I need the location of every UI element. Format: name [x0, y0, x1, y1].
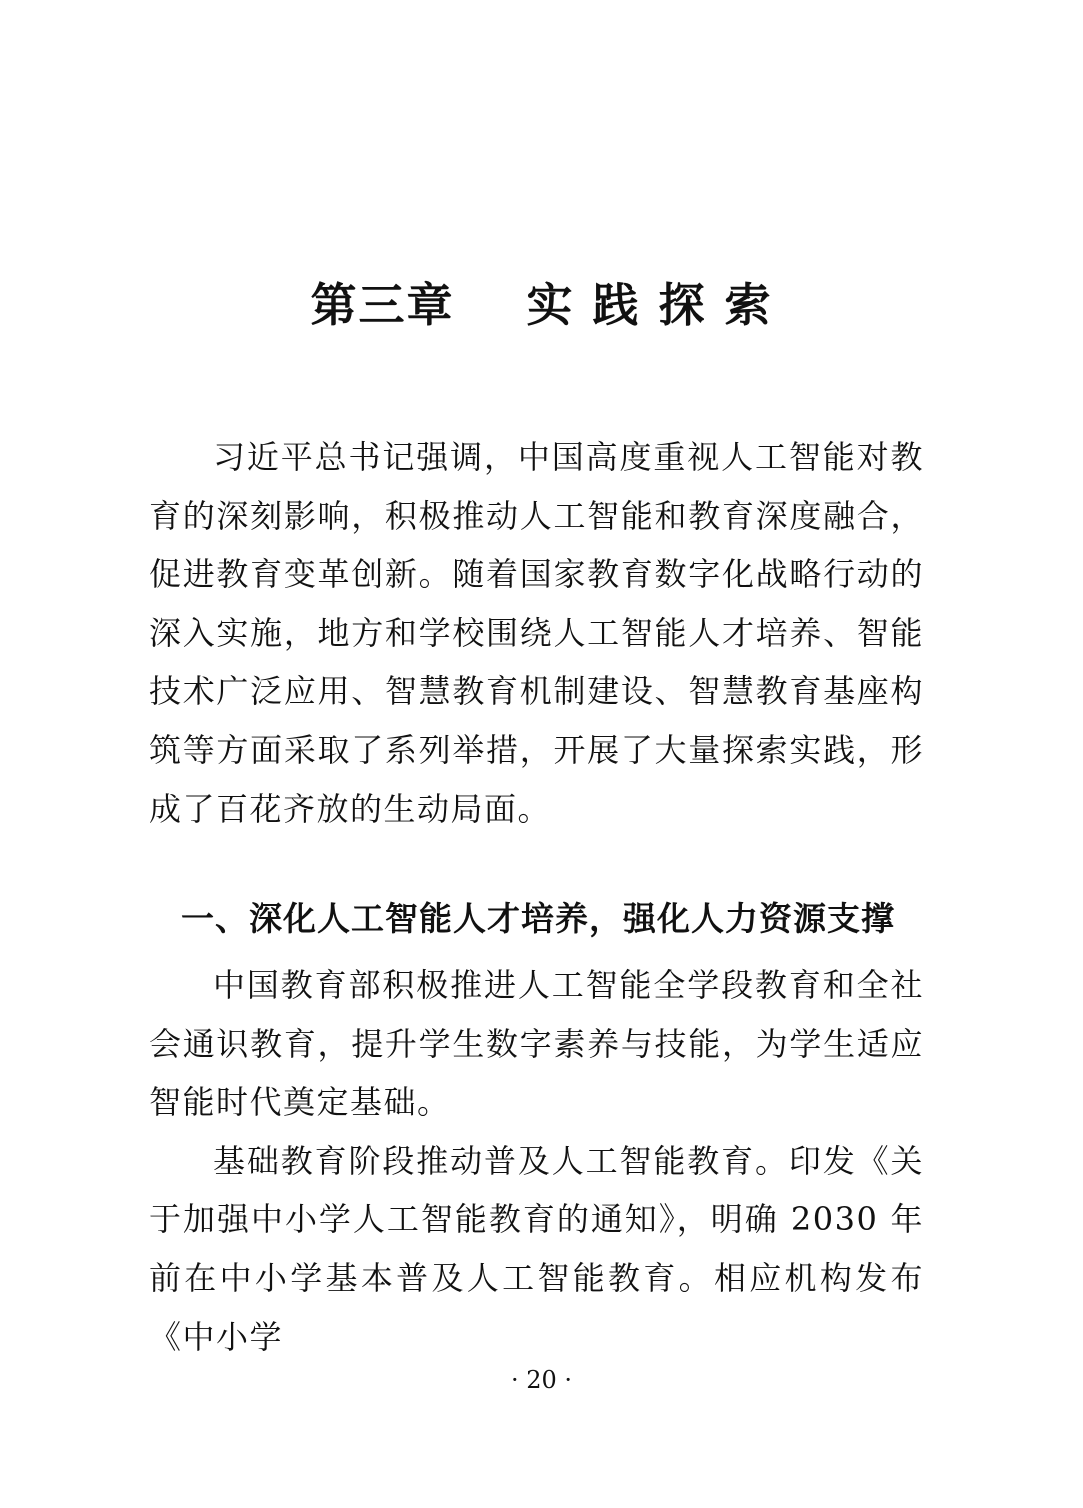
body-paragraph: 中国教育部积极推进人工智能全学段教育和全社会通识教育，提升学生数字素养与技能，为学生适应智能时代奠定基础。: [149, 966, 924, 1122]
section-heading: 一、深化人工智能人才培养，强化人力资源支撑: [181, 899, 895, 939]
section-body: [149, 956, 924, 1366]
intro-paragraph: 习近平总书记强调，中国高度重视人工智能对教育的深刻影响，积极推动人工智能和教育深度融合，促进教育变革创新。随着国家教育数字化战略行动的深入实施，地方和学校围绕人工智能人才培养、智能技术广泛应用、智慧教育机制建设、智慧教育基座构筑等方面采取了系列举措，开展了大量探索实践，形成了百花齐放的生动局面。: [149, 438, 924, 828]
chapter-title: 第三章 实 践 探 索: [310, 277, 773, 332]
page-number: · 20 ·: [510, 1366, 573, 1394]
intro-section: [149, 428, 924, 838]
body-paragraph: 基础教育阶段推动普及人工智能教育。印发《关于加强中小学人工智能教育的通知》，明确 2030 年前在中小学基本普及人工智能教育。相应机构发布《中小学: [149, 1141, 924, 1356]
